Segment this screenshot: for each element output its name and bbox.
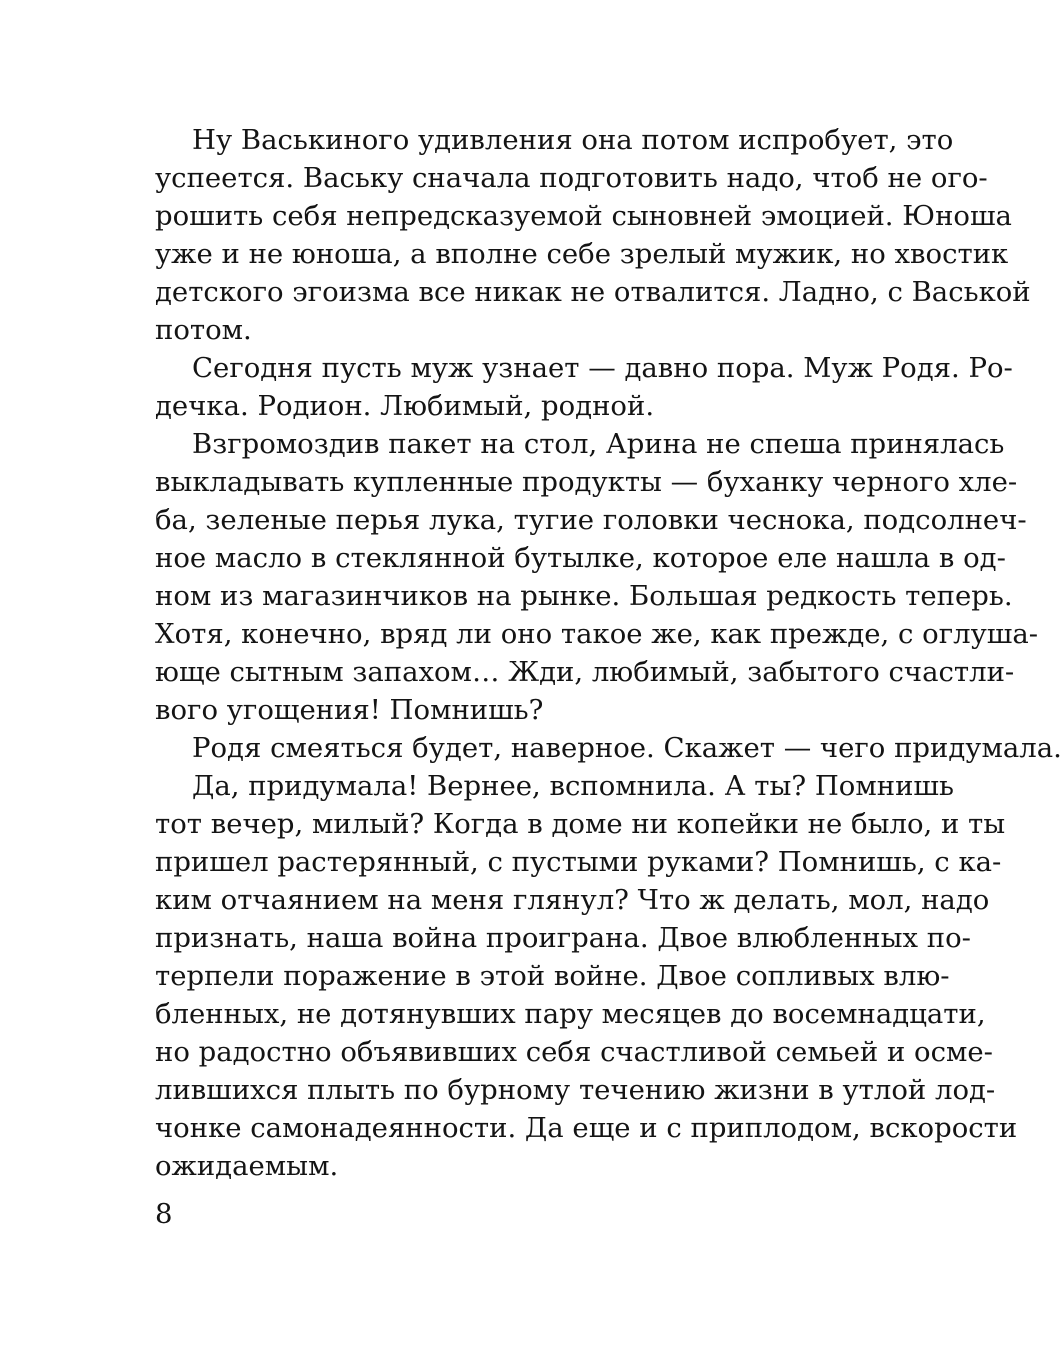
text-line: Родя смеяться будет, наверное. Скажет — чего придумала. — [192, 732, 1062, 764]
text-line: юще сытным запахом… Жди, любимый, забытого счастли- — [155, 656, 1015, 688]
text-line: лившихся плыть по бурному течению жизни в утлой лод- — [155, 1074, 996, 1106]
paragraph-3 — [155, 425, 1039, 729]
text-line: чонке самонадеянности. Да еще и с приплодом, вскорости — [155, 1112, 1018, 1144]
text-line: пришел растерянный, с пустыми руками? Помнишь, с ка- — [155, 846, 1002, 878]
text-line: ном из магазинчиков на рынке. Большая редкость теперь. — [155, 580, 1013, 612]
text-line: признать, наша война проиграна. Двое влюбленных по- — [155, 922, 971, 954]
paragraph-2 — [155, 349, 1013, 425]
paragraph-1 — [155, 121, 1031, 349]
page-number: 8 — [155, 1198, 173, 1230]
text-line: потом. — [155, 314, 252, 346]
paragraph-5 — [155, 767, 1018, 1185]
text-line: ожидаемым. — [155, 1150, 339, 1182]
text-line: успеется. Ваську сначала подготовить надо, чтоб не ого- — [155, 162, 988, 194]
text-line: вого угощения! Помнишь? — [155, 694, 544, 726]
text-line: Хотя, конечно, вряд ли оно такое же, как прежде, с оглуша- — [155, 618, 1039, 650]
text-line: тот вечер, милый? Когда в доме ни копейки не было, и ты — [155, 808, 1006, 840]
text-line: ное масло в стеклянной бутылке, которое еле нашла в од- — [155, 542, 1006, 574]
text-line: ким отчаянием на меня глянул? Что ж делать, мол, надо — [155, 884, 990, 916]
text-line: дечка. Родион. Любимый, родной. — [155, 390, 655, 422]
text-line: бленных, не дотянувших пару месяцев до восемнадцати, — [155, 998, 986, 1030]
text-line: Сегодня пусть муж узнает — давно пора. Муж Родя. Ро- — [192, 352, 1013, 384]
text-line: детского эгоизма все никак не отвалится. Ладно, с Васькой — [155, 276, 1031, 308]
text-line: ба, зеленые перья лука, тугие головки чеснока, подсолнеч- — [155, 504, 1027, 536]
text-line: Ну Васькиного удивления она потом испробует, это — [192, 124, 954, 156]
text-line: но радостно объявивших себя счастливой семьей и осме- — [155, 1036, 993, 1068]
text-line: Взгромоздив пакет на стол, Арина не спеша принялась — [192, 428, 1005, 460]
text-line: рошить себя непредсказуемой сыновней эмоцией. Юноша — [155, 200, 1012, 232]
paragraph-4 — [155, 729, 1062, 767]
text-line: выкладывать купленные продукты — буханку черного хле- — [155, 466, 1018, 498]
text-line: терпели поражение в этой войне. Двое сопливых влю- — [155, 960, 950, 992]
text-line: уже и не юноша, а вполне себе зрелый мужик, но хвостик — [155, 238, 1009, 270]
text-line: Да, придумала! Вернее, вспомнила. А ты? Помнишь — [192, 770, 954, 802]
body-text — [155, 121, 1062, 1185]
